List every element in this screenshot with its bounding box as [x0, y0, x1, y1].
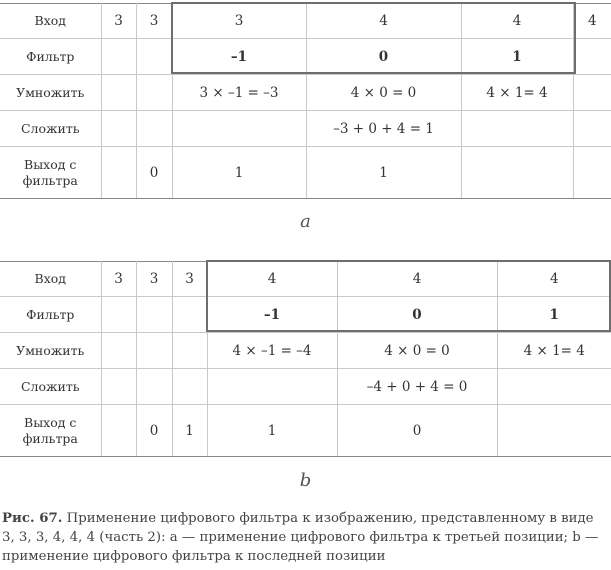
- table-cell: [136, 39, 172, 75]
- table-cell: [101, 111, 136, 147]
- table-cell: 1: [172, 147, 306, 199]
- table-cell: 4 × –1 = –4: [207, 333, 337, 369]
- table-cell: [497, 405, 611, 457]
- row-input: [0, 4, 611, 39]
- table-cell: 4 × 1= 4: [497, 333, 611, 369]
- table-cell: 3: [172, 4, 306, 39]
- table-cell: 0: [136, 147, 172, 199]
- table-cell: 3: [136, 4, 172, 39]
- row-label: Сложить: [0, 369, 101, 405]
- table-cell: 4 × 0 = 0: [337, 333, 497, 369]
- table-cell: 4 × 1= 4: [461, 75, 573, 111]
- subfigure-label-b: b: [299, 470, 312, 491]
- table-cell: 0: [337, 297, 497, 333]
- table-cell: –1: [207, 297, 337, 333]
- row-label: Умножить: [0, 333, 101, 369]
- table-cell: [172, 369, 207, 405]
- table-cell: 4 × 0 = 0: [306, 75, 461, 111]
- table-cell: 1: [497, 297, 611, 333]
- row-output: [0, 147, 611, 199]
- table-cell: [136, 297, 172, 333]
- row-label: Вход: [0, 4, 101, 39]
- table-cell: [573, 39, 611, 75]
- table-cell: 3: [101, 4, 136, 39]
- table-cell: [101, 405, 136, 457]
- table-cell: –4 + 0 + 4 = 0: [337, 369, 497, 405]
- table-cell: [136, 333, 172, 369]
- table-cell: [136, 75, 172, 111]
- row-label: Умножить: [0, 75, 101, 111]
- row-filter: [0, 297, 611, 333]
- row-label: Сложить: [0, 111, 101, 147]
- table-cell: 1: [172, 405, 207, 457]
- table-cell: [573, 75, 611, 111]
- row-filter: [0, 39, 611, 75]
- table-cell: 4: [306, 4, 461, 39]
- table-cell: [101, 147, 136, 199]
- row-label: Вход: [0, 262, 101, 297]
- table-cell: [207, 369, 337, 405]
- table-cell: 3: [101, 262, 136, 297]
- table-cell: [101, 75, 136, 111]
- figure-caption: [2, 509, 610, 566]
- table-cell: 0: [337, 405, 497, 457]
- table-cell: [461, 147, 573, 199]
- table-cell: [136, 111, 172, 147]
- row-label: Фильтр: [0, 297, 101, 333]
- row-add: [0, 369, 611, 405]
- table-cell: 1: [461, 39, 573, 75]
- table-cell: 0: [136, 405, 172, 457]
- filter-table-a: [0, 3, 611, 199]
- table-cell: [573, 147, 611, 199]
- table-cell: [172, 297, 207, 333]
- table-cell: [573, 111, 611, 147]
- table-cell: 1: [207, 405, 337, 457]
- table-cell: 3 × –1 = –3: [172, 75, 306, 111]
- table-cell: 4: [573, 4, 611, 39]
- filter-table-b: [0, 261, 611, 457]
- table-cell: 4: [497, 262, 611, 297]
- table-cell: [101, 297, 136, 333]
- caption-label: Рис. 67.: [2, 511, 63, 526]
- table-cell: [136, 369, 172, 405]
- table-cell: 4: [461, 4, 573, 39]
- row-add: [0, 111, 611, 147]
- row-label: Фильтр: [0, 39, 101, 75]
- table-cell: 4: [337, 262, 497, 297]
- row-output: [0, 405, 611, 457]
- table-cell: 3: [172, 262, 207, 297]
- table-cell: [461, 111, 573, 147]
- table-cell: –3 + 0 + 4 = 1: [306, 111, 461, 147]
- row-multiply: [0, 333, 611, 369]
- table-cell: [101, 369, 136, 405]
- table-cell: 1: [306, 147, 461, 199]
- table-cell: [172, 333, 207, 369]
- table-cell: 4: [207, 262, 337, 297]
- table-cell: [172, 111, 306, 147]
- subfigure-label-a: a: [300, 211, 311, 232]
- caption-text: Применение цифрового фильтра к изображению, представленному в виде 3, 3, 3, 4, 4, 4 (часть 2): a — применение цифрового фильтра к третьей позиции; b — применение цифрового фильтра к последней позиции: [2, 511, 599, 564]
- table-cell: –1: [172, 39, 306, 75]
- table-cell: [101, 39, 136, 75]
- table-cell: [497, 369, 611, 405]
- table-cell: 0: [306, 39, 461, 75]
- table-cell: [101, 333, 136, 369]
- row-label: Выход с фильтра: [0, 147, 101, 199]
- row-label: Выход с фильтра: [0, 405, 101, 457]
- table-cell: 3: [136, 262, 172, 297]
- row-multiply: [0, 75, 611, 111]
- row-input: [0, 262, 611, 297]
